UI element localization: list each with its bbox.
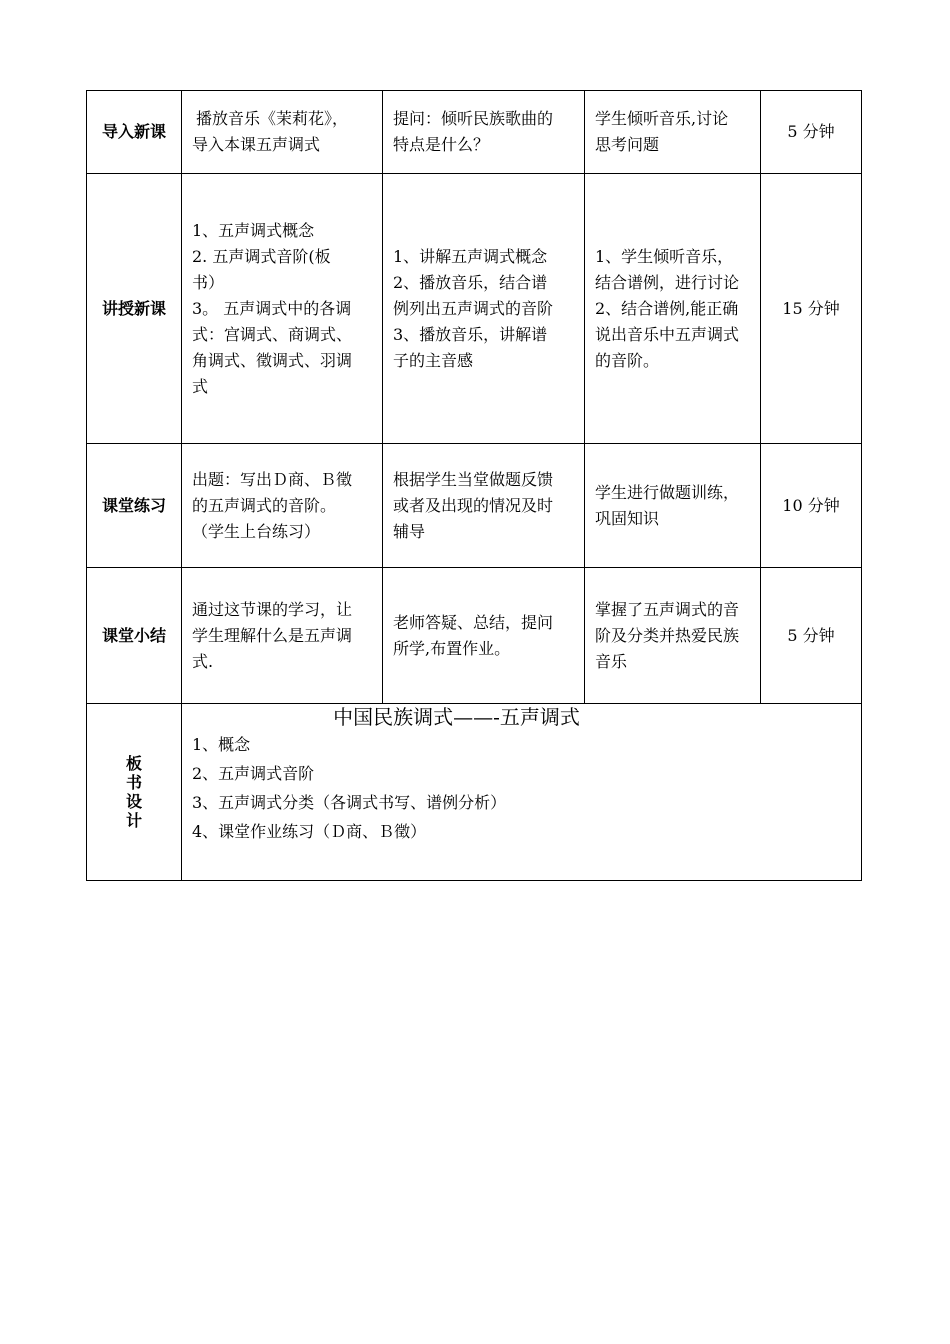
table-row	[87, 568, 862, 704]
board-item: 3、五声调式分类（各调式书写、谱例分析）	[192, 793, 507, 812]
board-label-char: 设	[125, 792, 142, 811]
student-line: 2、结合谱例,能正确	[595, 298, 739, 318]
student-line: 学生进行做题训练，	[595, 482, 740, 502]
content-line: 书）	[192, 272, 225, 292]
student-cell	[585, 91, 761, 174]
content-line: 学生理解什么是五声调	[192, 625, 353, 645]
content-line: （学生上台练习）	[192, 521, 321, 541]
board-item: 1、概念	[192, 735, 251, 754]
board-label-char: 书	[125, 773, 142, 792]
teacher-line: 子的主音感	[393, 350, 474, 370]
teacher-line: 根据学生当堂做题反馈	[393, 469, 554, 489]
teacher-line: 或者及出现的情况及时	[393, 495, 554, 515]
teacher-line: 辅导	[393, 521, 426, 541]
time-cell: 15 分钟	[761, 174, 862, 444]
board-item: 2、五声调式音阶	[192, 764, 315, 783]
student-line: 阶及分类并热爱民族	[595, 625, 740, 645]
table-row	[87, 444, 862, 568]
content-line: 式	[192, 376, 209, 396]
student-cell	[585, 568, 761, 704]
student-cell	[585, 174, 761, 444]
teacher-cell	[383, 91, 585, 174]
content-cell	[182, 91, 383, 174]
row-label: 课堂小结	[87, 568, 182, 704]
student-line: 思考问题	[595, 135, 660, 154]
teacher-line: 老师答疑、总结，提问	[393, 612, 554, 632]
teacher-line: 所学,布置作业。	[393, 638, 511, 658]
student-cell	[585, 444, 761, 568]
content-line: 的五声调式的音阶。	[192, 495, 337, 515]
teacher-line: 特点是什么？	[393, 135, 490, 154]
row-label: 讲授新课	[87, 174, 182, 444]
table-row	[87, 174, 862, 444]
content-line: 式.	[192, 651, 214, 671]
content-line: 导入本课五声调式	[192, 135, 321, 154]
board-design-content	[182, 704, 862, 881]
teacher-line: 2、播放音乐，结合谱	[393, 272, 548, 292]
board-label-char: 计	[125, 811, 142, 830]
content-cell	[182, 174, 383, 444]
teacher-line: 3、播放音乐，讲解谱	[393, 324, 548, 344]
board-title: 中国民族调式——-五声调式	[333, 705, 580, 729]
teacher-cell	[383, 444, 585, 568]
teacher-cell	[383, 568, 585, 704]
content-line: 角调式、徵调式、羽调	[192, 350, 353, 370]
lesson-plan-table	[86, 90, 862, 881]
content-line: 2. 五声调式音阶(板	[192, 246, 331, 266]
time-cell: 10 分钟	[761, 444, 862, 568]
content-line: 出题：写出Ｄ商、Ｂ徵	[192, 469, 353, 489]
lesson-rows	[87, 91, 862, 881]
content-line: 通过这节课的学习，让	[192, 599, 353, 619]
content-line: 3。 五声调式中的各调	[192, 298, 352, 318]
content-cell	[182, 444, 383, 568]
student-line: 音乐	[595, 651, 628, 671]
time-cell: 5 分钟	[761, 91, 862, 174]
board-design-row	[87, 704, 862, 881]
student-line: 巩固知识	[595, 508, 660, 528]
content-line: 1、五声调式概念	[192, 220, 315, 240]
student-line: 1、学生倾听音乐，	[595, 246, 734, 266]
teacher-line: 例列出五声调式的音阶	[393, 298, 554, 318]
content-line: 式：宫调式、商调式、	[192, 324, 353, 344]
student-line: 结合谱例，进行讨论	[595, 272, 740, 292]
student-line: 学生倾听音乐,讨论	[595, 109, 729, 128]
board-item: 4、课堂作业练习（Ｄ商、Ｂ徵）	[192, 822, 427, 841]
student-line: 掌握了五声调式的音	[595, 599, 740, 619]
row-label: 课堂练习	[87, 444, 182, 568]
board-design-label	[87, 704, 182, 881]
row-label: 导入新课	[87, 91, 182, 174]
student-line: 的音阶。	[595, 350, 660, 370]
teacher-line: 提问：倾听民族歌曲的	[393, 109, 554, 128]
content-cell	[182, 568, 383, 704]
time-cell: 5 分钟	[761, 568, 862, 704]
board-label-char: 板	[125, 754, 142, 773]
teacher-line: 1、讲解五声调式概念	[393, 246, 548, 266]
student-line: 说出音乐中五声调式	[595, 324, 740, 344]
table-row	[87, 91, 862, 174]
teacher-cell	[383, 174, 585, 444]
content-line: 播放音乐《茉莉花》，	[196, 109, 349, 128]
